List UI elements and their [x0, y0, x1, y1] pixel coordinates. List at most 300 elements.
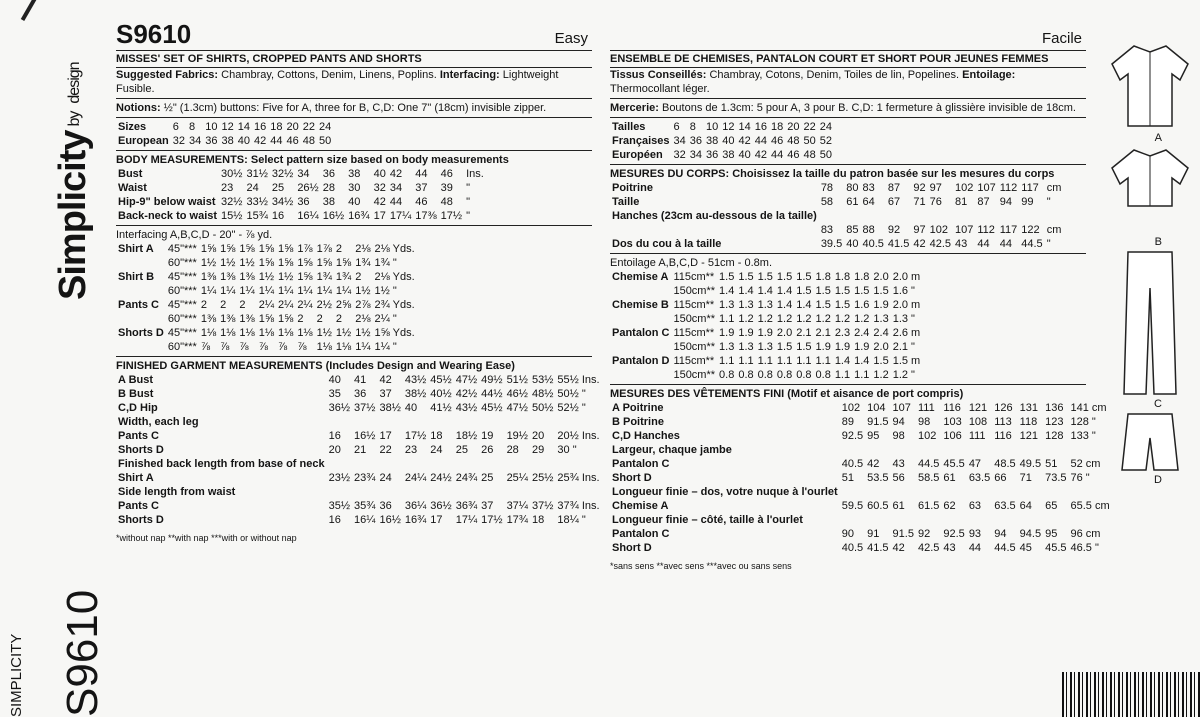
table-cell: 1.4 — [719, 285, 735, 297]
fabrics-line: Suggested Fabrics: Chambray, Cottons, Denim, Linens, Poplins. Interfacing: Lightweight Fusible. — [116, 69, 559, 95]
table-cell: 96 cm — [1070, 528, 1101, 540]
table-cell: 2 — [220, 299, 227, 311]
table-cell — [454, 485, 479, 499]
table-cell: 1⅝ — [278, 243, 294, 255]
table-cell: 42 — [253, 135, 267, 147]
table-cell: 46 — [787, 149, 800, 161]
table-cell: 33½ — [246, 196, 268, 208]
table-cell: 2.0 — [873, 341, 889, 353]
sizes-table — [116, 120, 333, 148]
table-cell: 37 — [415, 182, 428, 194]
row-label — [610, 312, 671, 326]
table-row — [116, 312, 417, 326]
table-cell: 116 — [994, 430, 1012, 442]
table-cell: 51½ — [506, 374, 528, 386]
table-cell: 18 — [770, 121, 784, 133]
table-cell — [941, 485, 966, 499]
table-cell: 1⅝ — [258, 257, 275, 269]
table-cell: 104 — [867, 402, 886, 414]
table-cell: cm — [1046, 182, 1062, 194]
table-cell: 60"*** — [167, 341, 197, 353]
table-cell: 18½ — [455, 430, 478, 442]
table-cell: 45 — [1019, 542, 1032, 554]
table-cell: 43 — [892, 458, 905, 470]
table-cell: 18 — [270, 121, 283, 133]
table-cell: 0.8 — [738, 369, 754, 381]
table-cell: 16¼ — [297, 210, 319, 222]
table-row — [116, 457, 602, 471]
table-row — [610, 499, 1112, 513]
table-cell: 103 — [943, 416, 962, 428]
pants-c-icon: C — [1108, 248, 1192, 398]
table-cell: 121 — [968, 402, 988, 414]
table-cell: 1.4 — [776, 285, 793, 297]
table-cell: 1.4 — [796, 299, 812, 311]
table-row — [116, 513, 602, 527]
table-cell: 17 — [430, 514, 443, 526]
yardage-table — [116, 242, 417, 354]
table-cell: 45.5 — [1045, 542, 1067, 554]
row-label: A Poitrine — [612, 402, 664, 414]
table-cell: 1.2 — [873, 369, 889, 381]
table-row — [610, 237, 1063, 251]
table-cell: 34 — [689, 149, 702, 161]
table-cell: 36 — [354, 388, 367, 400]
table-row — [116, 209, 486, 223]
table-cell: 91.5 — [867, 416, 889, 428]
table-cell: 20 — [328, 444, 341, 456]
table-row — [610, 457, 1112, 471]
table-cell: 150cm** — [673, 369, 716, 381]
table-cell: 1⅝ — [297, 271, 313, 283]
table-cell: 17½ — [404, 430, 427, 442]
table-cell: 26 — [481, 444, 494, 456]
table-cell: 6 — [673, 121, 680, 133]
table-cell: 43½ — [455, 402, 478, 414]
row-label: Width, each leg — [118, 416, 199, 428]
table-cell — [1043, 513, 1068, 527]
table-cell — [1069, 485, 1112, 499]
row-label: A Bust — [118, 374, 154, 386]
table-cell: 112 — [977, 224, 995, 236]
table-cell: 1⅛ — [297, 327, 313, 339]
table-cell: 38 — [722, 149, 735, 161]
table-cell — [840, 485, 865, 499]
table-cell: 24¾ — [455, 472, 478, 484]
table-cell: 1⅝ — [316, 257, 332, 269]
table-cell — [403, 485, 428, 499]
table-cell: 115cm** — [673, 355, 715, 367]
table-cell — [891, 485, 916, 499]
table-cell: 38 — [705, 135, 719, 147]
table-cell: 23 — [221, 182, 234, 194]
table-cell: 1.5 — [796, 341, 812, 353]
table-cell — [352, 457, 377, 471]
table-cell: 46 — [286, 135, 299, 147]
table-cell: 1⅛ — [258, 327, 275, 339]
table-cell: 42.5 — [929, 238, 951, 250]
table-cell: 44 — [968, 542, 982, 554]
table-cell: 1⅝ — [335, 257, 352, 269]
table-cell: 1½ — [355, 327, 371, 339]
table-cell: 1½ — [200, 257, 217, 269]
table-cell: 2.1 " — [892, 341, 915, 353]
table-row — [610, 134, 834, 148]
row-label — [116, 256, 166, 270]
table-cell: 85 — [846, 224, 859, 236]
table-cell: 87 — [887, 182, 901, 194]
table-row — [116, 242, 417, 256]
table-row — [610, 513, 1112, 527]
table-cell — [886, 209, 911, 223]
table-cell: 61 — [846, 196, 859, 208]
table-cell — [352, 485, 377, 499]
table-cell: 2⅞ — [355, 299, 371, 311]
table-row — [116, 401, 602, 415]
row-label: Pants C — [118, 430, 159, 442]
table-cell — [928, 209, 953, 223]
table-cell: 46 — [770, 135, 784, 147]
table-cell: 40.5 — [841, 542, 864, 554]
table-cell: 1.5 — [815, 299, 831, 311]
row-label: Poitrine — [612, 182, 653, 194]
table-cell: 1.3 " — [892, 313, 915, 325]
table-cell: 2.0 — [873, 271, 889, 283]
table-cell: 22 — [803, 121, 816, 133]
table-cell: 20 — [787, 121, 800, 133]
table-cell: 1½ — [335, 327, 352, 339]
row-label: Sizes — [118, 121, 147, 133]
table-cell: 1.5 — [854, 285, 870, 297]
finished-measurements-title: FINISHED GARMENT MEASUREMENTS (Includes Design and Wearing Ease) — [116, 360, 515, 372]
table-row — [116, 181, 486, 195]
table-cell: 81 — [955, 196, 968, 208]
table-cell: 44 — [415, 168, 428, 180]
table-cell: 0.8 — [719, 369, 735, 381]
table-cell: 16 — [754, 121, 767, 133]
table-cell: 28 — [506, 444, 519, 456]
table-cell: 2.6 m — [892, 327, 921, 339]
row-label: Chemise A — [612, 500, 669, 512]
table-cell: 2 — [297, 313, 304, 325]
table-cell: 107 — [977, 182, 996, 194]
table-cell: 41.5 — [887, 238, 910, 250]
table-cell: 95 — [867, 430, 880, 442]
table-cell: 1.2 — [815, 313, 831, 325]
table-row — [610, 527, 1112, 541]
table-cell: 128 — [1045, 430, 1064, 442]
table-cell — [403, 415, 428, 429]
table-cell: 76 " — [1070, 472, 1090, 484]
table-cell: " — [1046, 196, 1051, 208]
table-cell: 48 — [440, 196, 453, 208]
table-cell: 36½ — [328, 402, 351, 414]
table-cell: 38 — [322, 196, 335, 208]
row-label: Hip-9" below waist — [118, 196, 216, 208]
table-cell: 47½ — [455, 374, 478, 386]
table-cell: 92 — [913, 182, 926, 194]
table-cell: 44.5 — [917, 458, 940, 470]
table-row — [116, 429, 602, 443]
table-cell — [840, 443, 865, 457]
table-cell: 44 — [999, 238, 1012, 250]
interfacing-line: Interfacing A,B,C,D - 20" - ⅞ yd. — [116, 229, 273, 241]
table-cell: 1½ — [258, 271, 275, 283]
table-cell: 1.8 — [815, 271, 831, 283]
table-cell: 50½ — [531, 402, 554, 414]
table-cell: 2.3 — [834, 327, 851, 339]
table-cell: 42.5 — [917, 542, 940, 554]
table-cell: 1⅝ — [200, 243, 217, 255]
finished-measurements-title-fr: MESURES DES VÊTEMENTS FINI (Motif et aisance de port compris) — [610, 388, 964, 400]
row-label: Tailles — [612, 121, 646, 133]
english-panel — [116, 19, 600, 543]
barcode — [1062, 672, 1200, 717]
table-cell — [992, 513, 1017, 527]
table-cell: 1.9 — [757, 327, 773, 339]
table-cell: 53½ — [531, 374, 554, 386]
table-cell — [967, 513, 992, 527]
row-label: Pants C — [118, 299, 159, 311]
row-label: B Bust — [118, 388, 154, 400]
row-label: Bust — [118, 168, 143, 180]
table-cell — [327, 415, 352, 429]
table-cell: 16¾ — [404, 514, 427, 526]
table-cell: 47½ — [506, 402, 528, 414]
table-cell — [941, 443, 966, 457]
table-cell: 24 — [430, 444, 443, 456]
table-cell: 43 — [943, 542, 956, 554]
vertical-brand-label: SIMPLICITY — [8, 633, 25, 717]
table-cell: 37½ — [531, 500, 554, 512]
table-row — [116, 443, 602, 457]
table-cell — [454, 457, 479, 471]
row-label: Waist — [118, 182, 147, 194]
table-cell: 32½ — [271, 168, 294, 180]
table-cell: 107 — [892, 402, 911, 414]
table-cell: 1.5 — [757, 271, 773, 283]
table-cell: 16 — [271, 210, 285, 222]
table-cell: 19½ — [506, 430, 528, 442]
table-cell: 17½ — [440, 210, 463, 222]
table-cell: 1⅝ — [278, 313, 294, 325]
row-label: European — [118, 135, 169, 147]
table-cell: 16½ — [322, 210, 345, 222]
table-cell: 20 — [286, 121, 299, 133]
row-label: Shorts D — [118, 514, 164, 526]
row-label: Longueur finie – côté, taille à l'ourlet — [612, 514, 803, 526]
pattern-title-fr: ENSEMBLE DE CHEMISES, PANTALON COURT ET SHORT POUR JEUNES FEMMES — [610, 50, 1086, 68]
table-cell: cm — [1046, 224, 1062, 236]
table-cell: 44.5 — [994, 542, 1016, 554]
table-cell: 1.6 — [854, 299, 870, 311]
table-cell: 25½ — [531, 472, 554, 484]
table-cell: 55½ Ins. — [557, 374, 600, 386]
table-cell: 102 — [929, 224, 948, 236]
table-cell: 42 — [389, 168, 403, 180]
table-cell: 17¼ — [389, 210, 412, 222]
table-cell: 42 — [379, 374, 392, 386]
table-cell: 93 — [968, 528, 982, 540]
body-measurements-table-fr — [610, 181, 1063, 251]
table-cell: 0.8 — [776, 369, 793, 381]
table-cell: 37¾ Ins. — [557, 500, 600, 512]
table-cell: 24¼ — [404, 472, 427, 484]
table-cell: 25 — [455, 444, 468, 456]
table-cell: 52½ " — [557, 402, 586, 414]
table-cell: 2.0 — [776, 327, 793, 339]
table-cell — [891, 443, 916, 457]
table-cell: 2 — [335, 313, 343, 325]
table-row — [116, 340, 417, 354]
table-cell: 40 — [722, 135, 735, 147]
table-cell: 17 — [379, 430, 392, 442]
row-label — [116, 284, 166, 298]
table-cell: 1.1 — [815, 355, 831, 367]
row-label — [610, 223, 819, 237]
table-cell: 32 — [373, 182, 386, 194]
table-cell — [1018, 443, 1043, 457]
table-cell: 45"*** — [167, 327, 197, 339]
table-cell: 59.5 — [841, 500, 864, 512]
table-cell: 23¾ — [354, 472, 376, 484]
table-cell: 26½ — [297, 182, 319, 194]
table-row — [610, 429, 1112, 443]
table-cell: 42 — [892, 542, 905, 554]
table-cell: 1½ — [239, 257, 255, 269]
table-cell: 25 — [271, 182, 285, 194]
table-cell — [992, 485, 1017, 499]
table-cell: 25¾ Ins. — [557, 472, 600, 484]
table-cell: " — [466, 210, 470, 222]
table-cell: 91.5 — [892, 528, 914, 540]
table-cell: 48 — [803, 149, 816, 161]
table-cell: 52 — [819, 135, 832, 147]
table-cell: 2⅝ — [335, 299, 352, 311]
table-cell: 20 — [531, 430, 545, 442]
table-cell: 1⅜ — [239, 271, 255, 283]
table-cell: 2⅛ Yds. — [374, 271, 415, 283]
table-cell: 39.5 — [820, 238, 843, 250]
table-cell: 1⅞ — [297, 243, 313, 255]
table-cell: 2¾ Yds. — [374, 299, 415, 311]
table-cell — [860, 209, 885, 223]
table-cell — [428, 457, 453, 471]
table-cell: 50 — [318, 135, 332, 147]
table-cell: 40 — [373, 168, 386, 180]
table-cell: 122 — [1021, 224, 1040, 236]
table-cell: 97 — [913, 224, 926, 236]
table-cell — [454, 415, 479, 429]
french-panel — [610, 20, 1110, 571]
table-cell: 1¼ — [316, 285, 332, 297]
table-cell: 1.3 — [719, 341, 735, 353]
table-cell: 1½ — [355, 285, 371, 297]
table-cell: 46½ — [506, 388, 528, 400]
table-cell: 40 — [846, 238, 859, 250]
table-cell: 41½ — [430, 402, 452, 414]
table-cell: 1.5 — [834, 299, 851, 311]
table-cell: " — [466, 196, 470, 208]
table-cell: 28 — [322, 182, 335, 194]
table-cell: 36½ — [430, 500, 452, 512]
table-cell: 1⅛ — [200, 327, 217, 339]
row-label: Shirt A — [118, 472, 154, 484]
table-row — [116, 134, 333, 148]
row-label: Finished back length from base of neck — [118, 458, 325, 470]
row-label: B Poitrine — [612, 416, 664, 428]
difficulty-level-fr: Facile — [1041, 30, 1082, 47]
table-cell: 12 — [221, 121, 234, 133]
table-cell: 1¾ — [316, 271, 332, 283]
row-label: Pantalon C — [612, 327, 670, 339]
row-label: Largeur, chaque jambe — [612, 444, 732, 456]
table-cell — [403, 457, 428, 471]
table-cell: 10 — [705, 121, 719, 133]
table-cell: 94 — [999, 196, 1012, 208]
table-cell: 38½ — [379, 402, 401, 414]
row-label: Européen — [612, 149, 663, 161]
table-cell: 24½ — [430, 472, 452, 484]
table-cell — [992, 443, 1017, 457]
table-cell: 17 — [373, 210, 386, 222]
table-cell: 38 — [348, 168, 361, 180]
table-cell: 1⅝ — [278, 257, 294, 269]
table-cell: 61.5 — [917, 500, 940, 512]
table-cell: 1.3 — [873, 313, 889, 325]
table-cell — [327, 457, 352, 471]
table-cell: 36 — [689, 135, 702, 147]
table-cell: 1.8 — [834, 271, 851, 283]
table-cell: 112 — [999, 182, 1018, 194]
table-row — [116, 284, 417, 298]
table-cell: 1.5 — [776, 341, 793, 353]
table-cell: 1⅜ — [220, 313, 236, 325]
table-cell: 42 — [913, 238, 926, 250]
table-cell — [865, 513, 890, 527]
table-row — [116, 256, 417, 270]
table-cell: 1.3 — [719, 299, 735, 311]
table-cell: 17⅜ — [415, 210, 437, 222]
pattern-number: S9610 — [116, 19, 192, 49]
row-label — [610, 284, 671, 298]
table-cell: 60"*** — [167, 257, 197, 269]
table-row — [610, 209, 1063, 223]
table-cell: 50 — [803, 135, 816, 147]
table-cell: 1.4 — [854, 355, 870, 367]
table-row — [116, 167, 486, 181]
table-cell: 1.3 — [757, 341, 773, 353]
table-row — [610, 326, 922, 340]
sizes-table-fr — [610, 120, 834, 162]
table-row — [610, 298, 922, 312]
table-cell: 1¼ — [355, 341, 371, 353]
row-label: Pants C — [118, 500, 159, 512]
table-cell: 76 — [929, 196, 942, 208]
table-row — [116, 195, 486, 209]
table-cell: 41 — [354, 374, 367, 386]
row-label: Shirt A — [118, 243, 154, 255]
table-cell: 44 — [770, 149, 784, 161]
body-measurements-table — [116, 167, 486, 223]
table-cell: 78 — [820, 182, 834, 194]
table-cell: 63.5 — [994, 500, 1016, 512]
table-cell: 123 — [1045, 416, 1064, 428]
row-label: Chemise A — [612, 271, 669, 283]
table-cell: 1.5 m — [892, 355, 921, 367]
table-cell — [530, 457, 555, 471]
table-cell: 36 — [205, 135, 218, 147]
